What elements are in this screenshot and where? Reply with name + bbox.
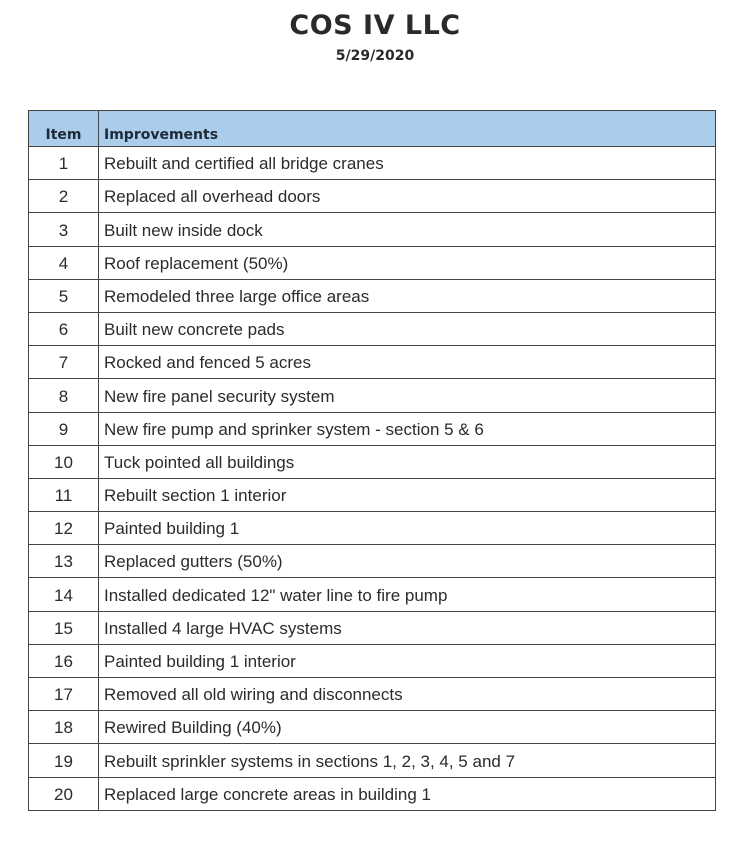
- improvement-cell: Installed dedicated 12" water line to fire pump: [104, 585, 448, 605]
- table-row: [29, 778, 715, 810]
- table-row: [29, 346, 715, 379]
- column-header-item: Item: [29, 111, 99, 146]
- item-number-cell: 13: [29, 545, 99, 577]
- document-date: 5/29/2020: [335, 48, 415, 64]
- item-number-cell: 19: [29, 744, 99, 776]
- table-row: [29, 147, 715, 180]
- table-row: [29, 446, 715, 479]
- improvement-cell: Painted building 1: [104, 519, 240, 539]
- improvement-cell: New fire panel security system: [104, 386, 335, 406]
- item-number-cell: 18: [29, 711, 99, 743]
- table-body: [29, 147, 715, 810]
- table-row: [29, 744, 715, 777]
- item-number-cell: 17: [29, 678, 99, 710]
- improvement-cell: Replaced gutters (50%): [104, 552, 283, 572]
- table-header-row: [29, 111, 715, 147]
- item-number-cell: 7: [29, 346, 99, 378]
- improvement-cell: Roof replacement (50%): [104, 253, 289, 273]
- item-number-cell: 10: [29, 446, 99, 478]
- table-row: [29, 545, 715, 578]
- improvement-cell: Rocked and fenced 5 acres: [104, 353, 311, 373]
- table-row: [29, 578, 715, 611]
- column-header-improvements: Improvements: [104, 127, 219, 143]
- improvement-cell: Tuck pointed all buildings: [104, 452, 295, 472]
- item-number-cell: 2: [29, 180, 99, 212]
- improvement-cell: Installed 4 large HVAC systems: [104, 618, 342, 638]
- improvement-cell: Removed all old wiring and disconnects: [104, 685, 403, 705]
- improvement-cell: Rebuilt sprinkler systems in sections 1, 2, 3, 4, 5 and 7: [104, 751, 516, 771]
- item-number-cell: 12: [29, 512, 99, 544]
- item-number-cell: 11: [29, 479, 99, 511]
- item-number-cell: 1: [29, 147, 99, 179]
- table-row: [29, 645, 715, 678]
- table-row: [29, 413, 715, 446]
- improvement-cell: Rewired Building (40%): [104, 718, 282, 738]
- item-number-cell: 5: [29, 280, 99, 312]
- item-number-cell: 3: [29, 213, 99, 245]
- item-number-cell: 14: [29, 578, 99, 610]
- improvement-cell: Remodeled three large office areas: [104, 286, 370, 306]
- item-number-cell: 8: [29, 379, 99, 411]
- table-row: [29, 247, 715, 280]
- table-row: [29, 479, 715, 512]
- improvements-table: [28, 110, 716, 811]
- improvement-cell: Built new inside dock: [104, 220, 263, 240]
- table-row: [29, 313, 715, 346]
- improvement-cell: New fire pump and sprinker system - section 5 & 6: [104, 419, 484, 439]
- item-number-cell: 16: [29, 645, 99, 677]
- table-row: [29, 711, 715, 744]
- improvement-cell: Replaced all overhead doors: [104, 187, 321, 207]
- improvement-cell: Painted building 1 interior: [104, 652, 296, 671]
- improvement-cell: Replaced large concrete areas in building 1: [104, 784, 431, 804]
- table-row: [29, 612, 715, 645]
- item-number-cell: 15: [29, 612, 99, 644]
- item-number-cell: 6: [29, 313, 99, 345]
- table-row: [29, 280, 715, 313]
- item-number-cell: 4: [29, 247, 99, 279]
- table-row: [29, 678, 715, 711]
- document-title: COS IV LLC: [289, 10, 461, 41]
- table-row: [29, 512, 715, 545]
- item-number-cell: 9: [29, 413, 99, 445]
- table-row: [29, 379, 715, 412]
- improvement-cell: Built new concrete pads: [104, 320, 285, 340]
- item-number-cell: 20: [29, 778, 99, 810]
- table-row: [29, 213, 715, 246]
- improvement-cell: Rebuilt and certified all bridge cranes: [104, 154, 384, 174]
- improvement-cell: Rebuilt section 1 interior: [104, 486, 287, 506]
- table-row: [29, 180, 715, 213]
